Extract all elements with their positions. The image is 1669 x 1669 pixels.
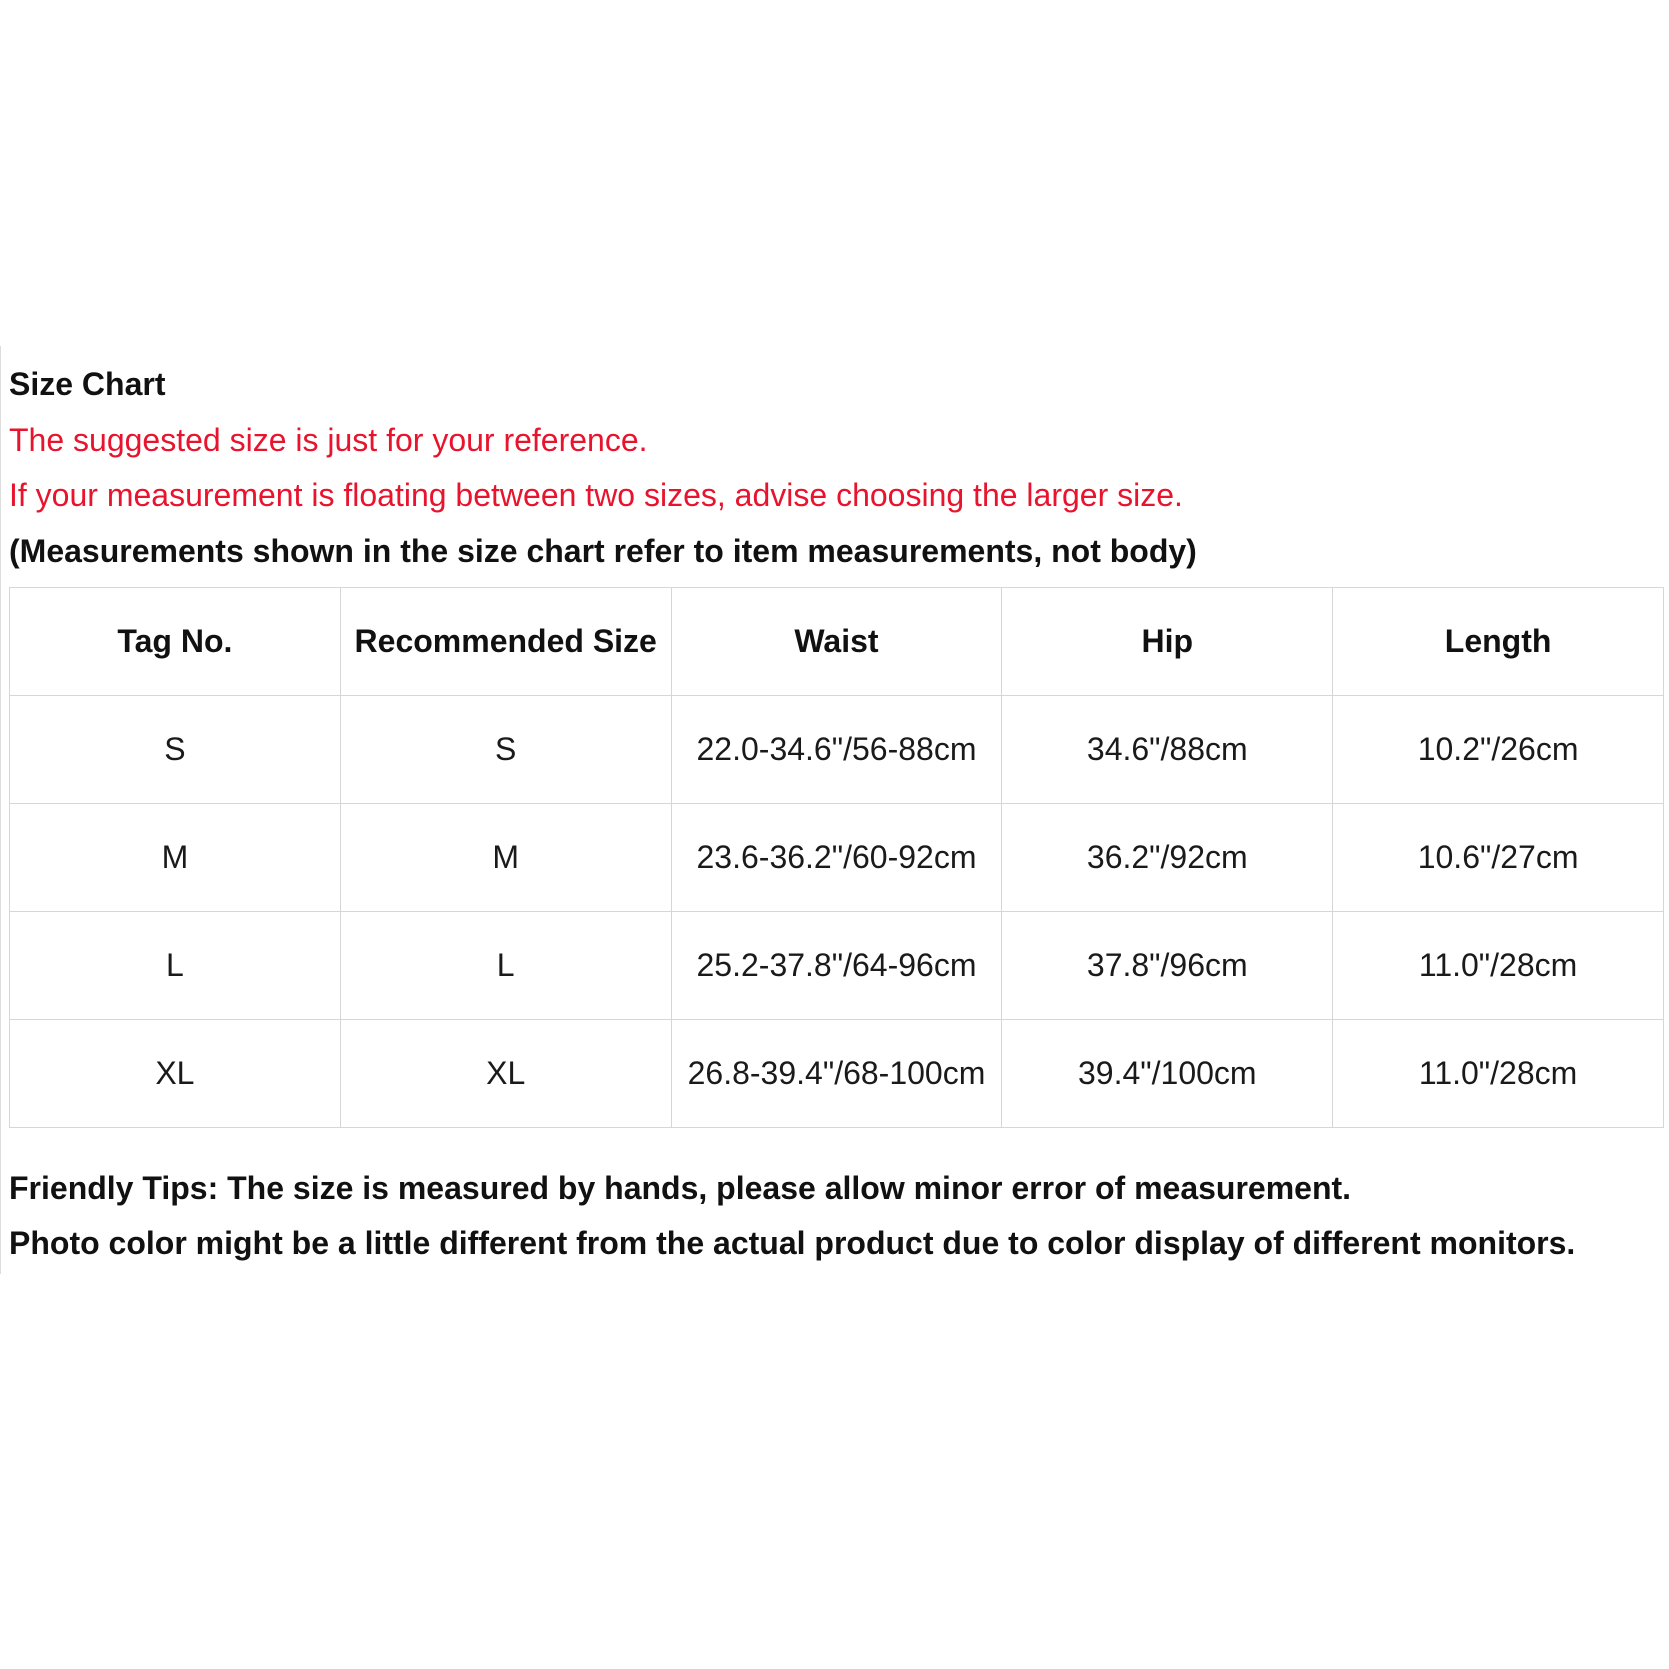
cell-waist: 25.2-37.8"/64-96cm xyxy=(671,912,1002,1020)
cell-length: 10.2"/26cm xyxy=(1333,696,1664,804)
size-chart-title: Size Chart xyxy=(9,366,166,402)
reference-note: The suggested size is just for your reference. xyxy=(9,422,648,458)
header-recommended-size: Recommended Size xyxy=(340,588,671,696)
measurement-note: (Measurements shown in the size chart refer to item measurements, not body) xyxy=(9,533,1197,569)
photo-color-tip: Photo color might be a little different from the actual product due to color display of different monitors. xyxy=(9,1225,1576,1261)
header-length: Length xyxy=(1333,588,1664,696)
cell-waist: 26.8-39.4"/68-100cm xyxy=(671,1020,1002,1128)
size-chart-panel xyxy=(0,346,1669,1274)
cell-recommended-size: S xyxy=(340,696,671,804)
cell-hip: 36.2"/92cm xyxy=(1002,804,1333,912)
cell-length: 11.0"/28cm xyxy=(1333,912,1664,1020)
friendly-tip: Friendly Tips: The size is measured by hands, please allow minor error of measurement. xyxy=(9,1170,1352,1206)
cell-hip: 39.4"/100cm xyxy=(1002,1020,1333,1128)
table-row xyxy=(10,804,1664,912)
size-table xyxy=(9,587,1664,1128)
cell-recommended-size: XL xyxy=(340,1020,671,1128)
table-row xyxy=(10,912,1664,1020)
cell-length: 10.6"/27cm xyxy=(1333,804,1664,912)
cell-waist: 23.6-36.2"/60-92cm xyxy=(671,804,1002,912)
cell-tag-no: L xyxy=(10,912,341,1020)
header-tag-no: Tag No. xyxy=(10,588,341,696)
cell-recommended-size: L xyxy=(340,912,671,1020)
cell-tag-no: XL xyxy=(10,1020,341,1128)
header-hip: Hip xyxy=(1002,588,1333,696)
cell-waist: 22.0-34.6"/56-88cm xyxy=(671,696,1002,804)
table-row xyxy=(10,696,1664,804)
cell-hip: 37.8"/96cm xyxy=(1002,912,1333,1020)
cell-hip: 34.6"/88cm xyxy=(1002,696,1333,804)
cell-tag-no: M xyxy=(10,804,341,912)
table-header-row xyxy=(10,588,1664,696)
cell-tag-no: S xyxy=(10,696,341,804)
cell-length: 11.0"/28cm xyxy=(1333,1020,1664,1128)
table-row xyxy=(10,1020,1664,1128)
larger-size-advice: If your measurement is floating between two sizes, advise choosing the larger size. xyxy=(9,477,1183,513)
header-waist: Waist xyxy=(671,588,1002,696)
cell-recommended-size: M xyxy=(340,804,671,912)
